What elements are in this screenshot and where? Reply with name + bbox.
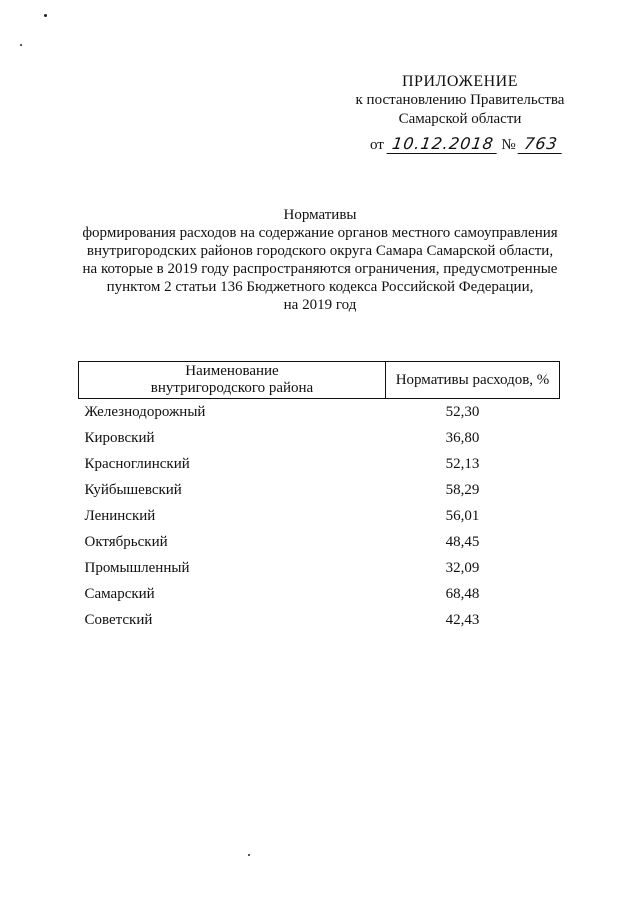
appendix-line: к постановлению Правительства: [355, 92, 565, 108]
expense-norm: 58,29: [445, 481, 480, 498]
document-heading: [60, 206, 580, 314]
expense-norm: 48,45: [445, 533, 480, 550]
table-row: [79, 425, 560, 451]
table-row: [79, 555, 560, 581]
number-label: №: [501, 137, 516, 153]
table-row: [79, 581, 560, 607]
handwritten-date: 10.12.2018: [386, 134, 499, 154]
expense-norm: 52,30: [445, 403, 480, 420]
table-row: [79, 399, 560, 426]
table-row: [79, 503, 560, 529]
district-name: Ленинский: [84, 507, 156, 524]
scan-speck: [44, 14, 47, 17]
table-header-row: [79, 362, 560, 399]
heading-line: формирования расходов на содержание органов местного самоуправления: [82, 225, 558, 241]
table-row: [79, 529, 560, 555]
district-name: Октябрьский: [84, 533, 168, 550]
district-name: Куйбышевский: [84, 481, 182, 498]
table-row: [79, 451, 560, 477]
from-label: от: [370, 137, 384, 153]
district-name: Кировский: [84, 429, 155, 446]
header-expense-norm: Нормативы расходов, %: [386, 362, 560, 399]
district-name: Советский: [84, 611, 153, 628]
expense-norm: 68,48: [445, 585, 480, 602]
appendix-title: ПРИЛОЖЕНИЕ: [401, 73, 518, 90]
heading-line: на 2019 год: [283, 297, 357, 313]
expense-norm: 52,13: [445, 455, 480, 472]
norms-table: [78, 361, 560, 633]
expense-norm: 32,09: [445, 559, 480, 576]
district-name: Самарский: [84, 585, 155, 602]
scan-speck: [20, 44, 22, 46]
table-row: [79, 477, 560, 503]
district-name: Промышленный: [84, 559, 190, 576]
heading-title: Нормативы: [283, 207, 357, 223]
expense-norm: 56,01: [445, 507, 480, 524]
header-district-name: Наименование внутригородского района: [79, 362, 386, 399]
handwritten-number: 763: [518, 134, 565, 154]
heading-line: на которые в 2019 году распространяются ограничения, предусмотренные: [82, 261, 558, 277]
scan-speck: [248, 854, 250, 856]
heading-line: внутригородских районов городского округа Самара Самарской области,: [86, 243, 554, 259]
heading-line: пунктом 2 статьи 136 Бюджетного кодекса Российской Федерации,: [106, 279, 534, 295]
table-row: [79, 607, 560, 633]
expense-norm: 42,43: [445, 611, 480, 628]
district-name: Железнодорожный: [84, 403, 206, 420]
expense-norm: 36,80: [445, 429, 480, 446]
appendix-line: Самарской области: [398, 111, 522, 127]
order-reference: [370, 134, 563, 154]
appendix-block: [330, 72, 590, 129]
district-name: Красноглинский: [84, 455, 190, 472]
